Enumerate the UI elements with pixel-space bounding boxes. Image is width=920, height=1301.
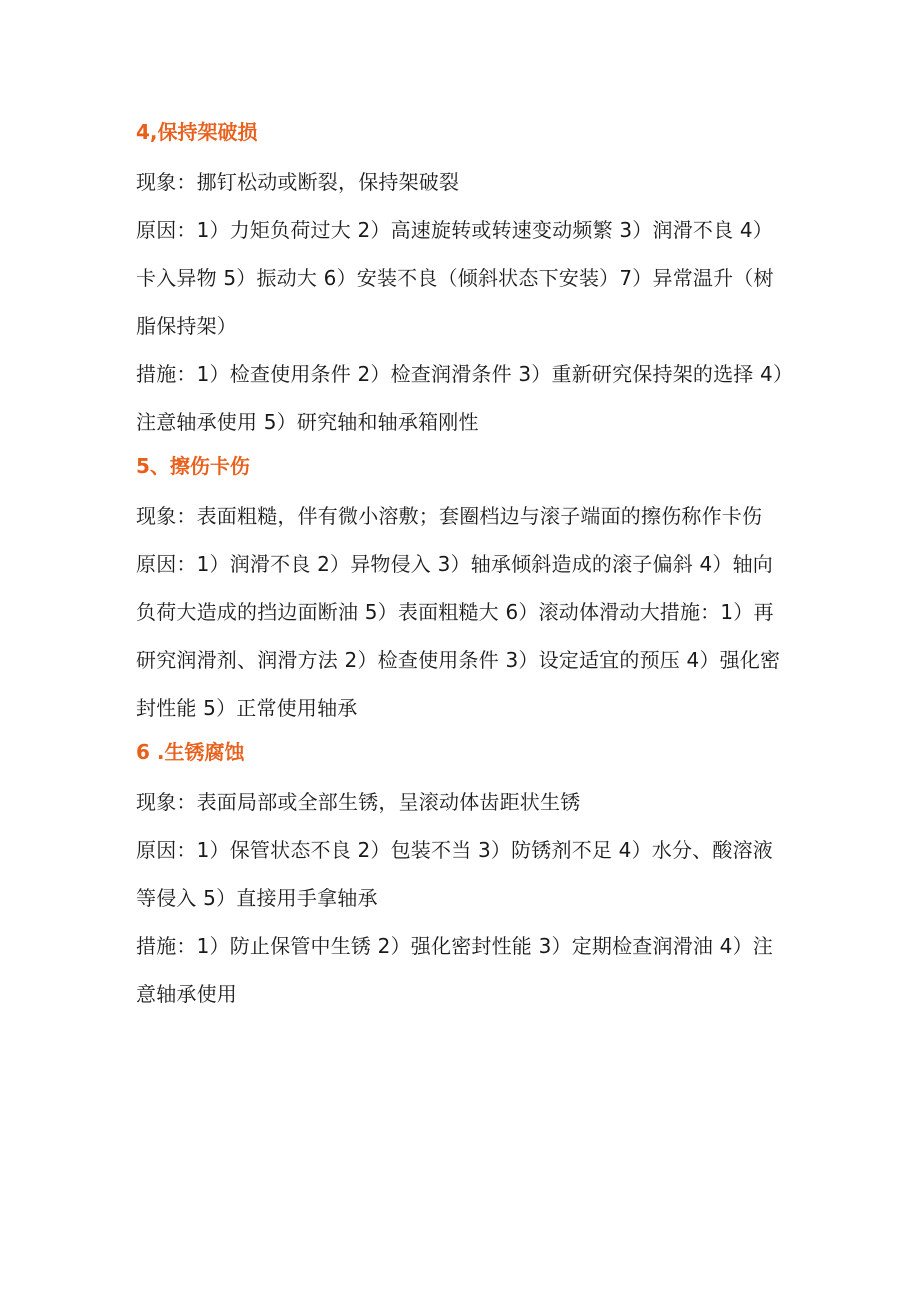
measures-text: 措施：1）防止保管中生锈 2）强化密封性能 3）定期检查润滑油 4）注意轴承使用 — [136, 934, 773, 1006]
document-page — [136, 112, 786, 1018]
section-rust-corrosion — [136, 738, 786, 1018]
section-title: 5、擦伤卡伤 — [136, 454, 250, 478]
section-title: 4,保持架破损 — [136, 120, 258, 144]
section-cage-damage — [136, 118, 786, 446]
cause-text: 原因：1）力矩负荷过大 2）高速旋转或转速变动频繁 3）润滑不良 4）卡入异物 5）振动大 6）安装不良（倾斜状态下安装）7）异常温升（树脂保持架） — [136, 218, 774, 338]
section-title: 6 .生锈腐蚀 — [136, 740, 245, 764]
measures-text: 措施：1）检查使用条件 2）检查润滑条件 3）重新研究保持架的选择 4）注意轴承使用 5）研究轴和轴承箱刚性 — [136, 362, 784, 434]
phenomenon-text: 现象：表面粗糙，伴有微小溶敷；套圈档边与滚子端面的擦伤称作卡伤 — [136, 504, 763, 528]
phenomenon-text: 现象：表面局部或全部生锈，呈滚动体齿距状生锈 — [136, 790, 581, 814]
cause-text: 原因：1）保管状态不良 2）包装不当 3）防锈剂不足 4）水分、酸溶液等侵入 5）直接用手拿轴承 — [136, 838, 773, 910]
cause-text: 原因：1）润滑不良 2）异物侵入 3）轴承倾斜造成的滚子偏斜 4）轴向负荷大造成的挡边面断油 5）表面粗糙大 6）滚动体滑动大措施：1）再研究润滑剂、润滑方法 2）检查使用条件 3）设定适宜的预压 4）强化密封性能 5）正常使用轴承 — [136, 552, 781, 720]
section-scuffing — [136, 452, 786, 732]
phenomenon-text: 现象：挪钉松动或断裂，保持架破裂 — [136, 170, 460, 194]
